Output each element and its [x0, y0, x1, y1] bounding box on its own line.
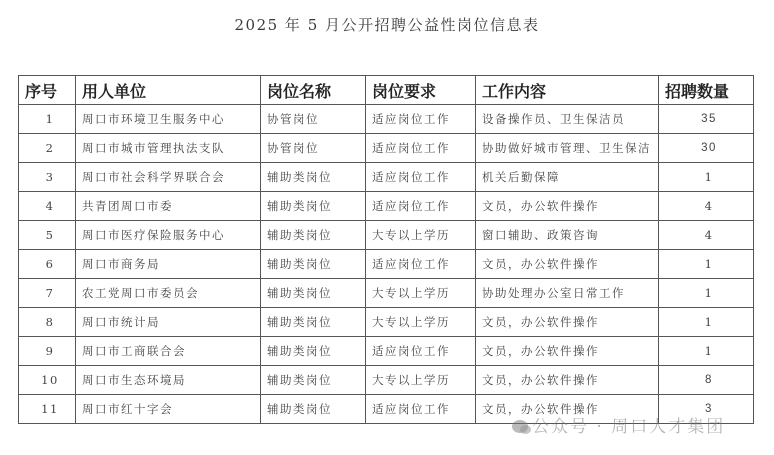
- table-row: [19, 221, 754, 250]
- cell-requirement: 大专以上学历: [366, 221, 476, 250]
- cell-position-name: 协管岗位: [261, 105, 366, 134]
- cell-hiring-count: 4: [659, 221, 754, 250]
- cell-hiring-count: 4: [659, 192, 754, 221]
- cell-duties: 协助处理办公室日常工作: [476, 279, 659, 308]
- cell-duties: 协助做好城市管理、卫生保洁: [476, 134, 659, 163]
- job-positions-table: [18, 75, 754, 424]
- cell-position-name: 辅助类岗位: [261, 308, 366, 337]
- cell-hiring-count: 1: [659, 163, 754, 192]
- watermark-text: 公众号 · 周口人才集团: [532, 417, 726, 437]
- cell-serial-number: 9: [19, 337, 76, 366]
- cell-employer: 周口市社会科学界联合会: [76, 163, 261, 192]
- cell-requirement: 适应岗位工作: [366, 395, 476, 424]
- cell-hiring-count: 1: [659, 337, 754, 366]
- cell-employer: 周口市城市管理执法支队: [76, 134, 261, 163]
- cell-hiring-count: 8: [659, 366, 754, 395]
- cell-serial-number: 7: [19, 279, 76, 308]
- cell-hiring-count: 1: [659, 279, 754, 308]
- cell-requirement: 大专以上学历: [366, 366, 476, 395]
- table-row: [19, 337, 754, 366]
- cell-requirement: 大专以上学历: [366, 308, 476, 337]
- document-title: 2025 年 5 月公开招聘公益性岗位信息表: [234, 16, 540, 34]
- header-serial-number: 序号: [19, 76, 76, 105]
- cell-hiring-count: 1: [659, 250, 754, 279]
- cell-requirement: 大专以上学历: [366, 279, 476, 308]
- watermark: [512, 412, 725, 437]
- cell-position-name: 辅助类岗位: [261, 192, 366, 221]
- cell-employer: 周口市统计局: [76, 308, 261, 337]
- cell-serial-number: 11: [19, 395, 76, 424]
- cell-serial-number: 1: [19, 105, 76, 134]
- cell-hiring-count: 30: [659, 134, 754, 163]
- cell-requirement: 适应岗位工作: [366, 337, 476, 366]
- cell-position-name: 辅助类岗位: [261, 250, 366, 279]
- cell-position-name: 辅助类岗位: [261, 279, 366, 308]
- table-header-row: [19, 76, 754, 105]
- cell-position-name: 辅助类岗位: [261, 366, 366, 395]
- cell-hiring-count: 1: [659, 308, 754, 337]
- table-row: [19, 366, 754, 395]
- cell-serial-number: 2: [19, 134, 76, 163]
- cell-employer: 共青团周口市委: [76, 192, 261, 221]
- cell-serial-number: 3: [19, 163, 76, 192]
- cell-employer: 周口市工商联合会: [76, 337, 261, 366]
- cell-serial-number: 10: [19, 366, 76, 395]
- table-row: [19, 134, 754, 163]
- cell-duties: 设备操作员、卫生保洁员: [476, 105, 659, 134]
- cell-requirement: 适应岗位工作: [366, 250, 476, 279]
- wechat-icon: [512, 420, 528, 433]
- cell-requirement: 适应岗位工作: [366, 163, 476, 192]
- cell-position-name: 辅助类岗位: [261, 163, 366, 192]
- cell-duties: 机关后勤保障: [476, 163, 659, 192]
- cell-serial-number: 8: [19, 308, 76, 337]
- cell-duties: 文员，办公软件操作: [476, 308, 659, 337]
- cell-serial-number: 5: [19, 221, 76, 250]
- cell-serial-number: 4: [19, 192, 76, 221]
- header-requirement: 岗位要求: [366, 76, 476, 105]
- header-duties: 工作内容: [476, 76, 659, 105]
- table-row: [19, 308, 754, 337]
- table-row: [19, 163, 754, 192]
- cell-duties: 文员，办公软件操作: [476, 366, 659, 395]
- cell-hiring-count: 3: [659, 395, 754, 424]
- cell-hiring-count: 35: [659, 105, 754, 134]
- cell-position-name: 辅助类岗位: [261, 395, 366, 424]
- header-position-name: 岗位名称: [261, 76, 366, 105]
- cell-employer: 农工党周口市委员会: [76, 279, 261, 308]
- cell-requirement: 适应岗位工作: [366, 105, 476, 134]
- cell-duties: 窗口辅助、政策咨询: [476, 221, 659, 250]
- table-row: [19, 279, 754, 308]
- cell-position-name: 协管岗位: [261, 134, 366, 163]
- header-employer: 用人单位: [76, 76, 261, 105]
- table-row: [19, 250, 754, 279]
- cell-duties: 文员，办公软件操作: [476, 395, 659, 424]
- cell-duties: 文员，办公软件操作: [476, 250, 659, 279]
- table-row: [19, 192, 754, 221]
- cell-position-name: 辅助类岗位: [261, 221, 366, 250]
- cell-requirement: 适应岗位工作: [366, 192, 476, 221]
- cell-duties: 文员，办公软件操作: [476, 192, 659, 221]
- cell-duties: 文员，办公软件操作: [476, 337, 659, 366]
- cell-employer: 周口市环境卫生服务中心: [76, 105, 261, 134]
- header-hiring-count: 招聘数量: [659, 76, 754, 105]
- cell-requirement: 适应岗位工作: [366, 134, 476, 163]
- cell-employer: 周口市商务局: [76, 250, 261, 279]
- cell-serial-number: 6: [19, 250, 76, 279]
- cell-employer: 周口市生态环境局: [76, 366, 261, 395]
- cell-employer: 周口市医疗保险服务中心: [76, 221, 261, 250]
- cell-position-name: 辅助类岗位: [261, 337, 366, 366]
- cell-employer: 周口市红十字会: [76, 395, 261, 424]
- table-row: [19, 105, 754, 134]
